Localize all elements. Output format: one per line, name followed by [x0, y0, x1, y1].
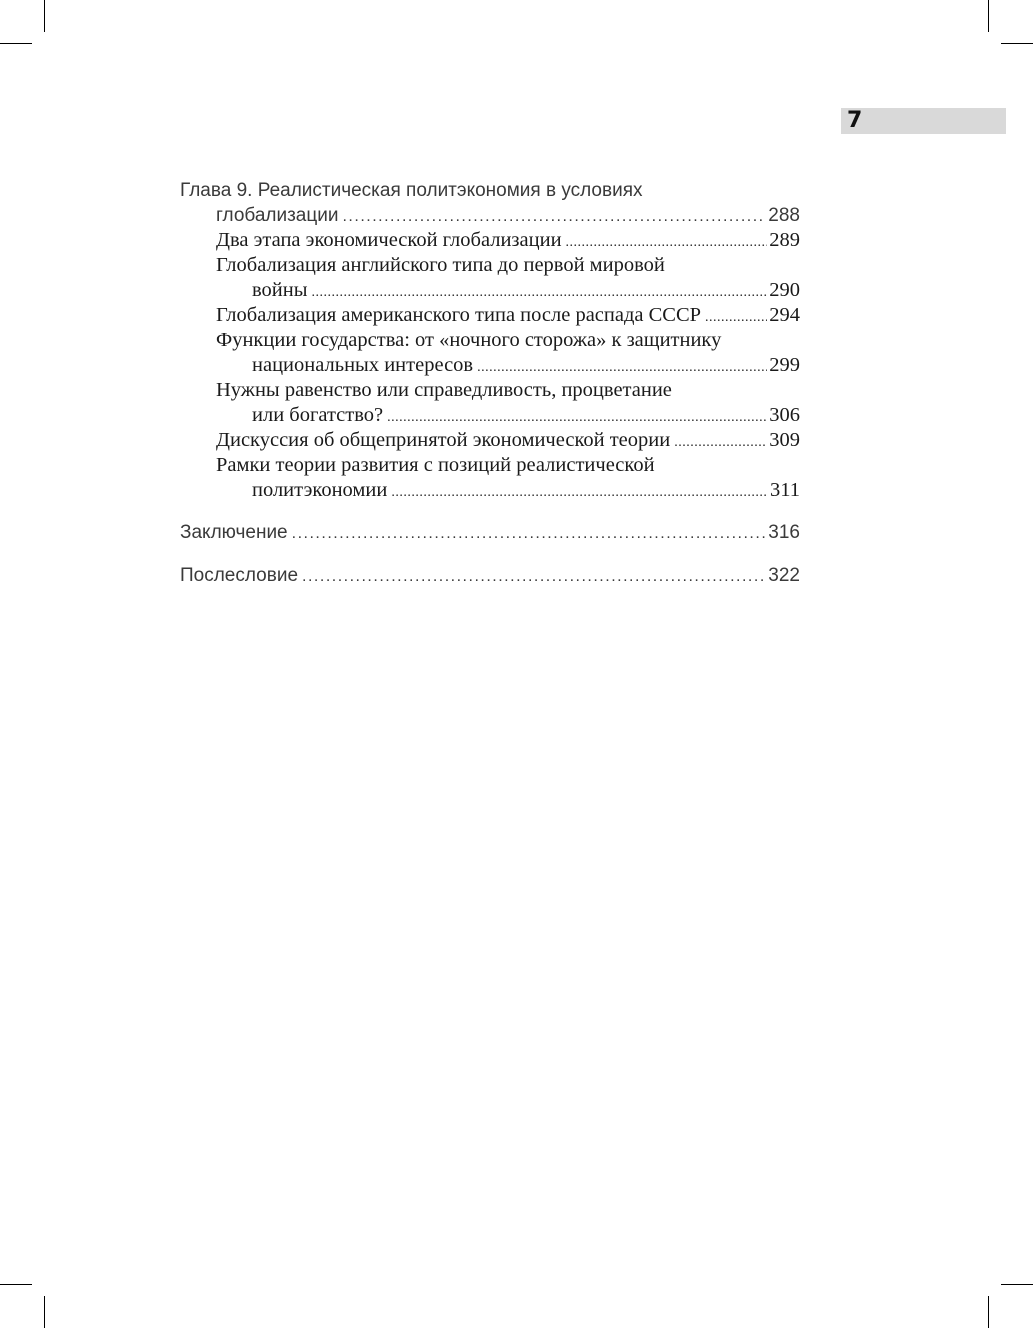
toc-entry[interactable]	[180, 453, 800, 478]
dot-leader	[312, 278, 768, 305]
toc-entry[interactable]	[180, 303, 800, 328]
crop-mark	[0, 1284, 32, 1285]
crop-mark	[44, 1296, 45, 1328]
dot-leader	[342, 203, 766, 229]
toc-entry-text: Заключение	[180, 522, 288, 543]
toc-entry-text: Два этапа экономической глобализации	[216, 229, 562, 251]
dot-leader	[705, 303, 767, 330]
toc-entry-text: Нужны равенство или справедливость, процветание	[216, 379, 672, 401]
toc-entry[interactable]	[180, 203, 800, 228]
crop-mark	[44, 0, 45, 32]
crop-mark	[988, 1296, 989, 1328]
toc-entry-text: Функции государства: от «ночного сторожа» к защитнику	[216, 329, 722, 351]
toc-entry-continuation[interactable]	[180, 278, 800, 303]
toc-chapter-title	[180, 178, 800, 203]
dot-leader	[566, 228, 768, 255]
dot-leader	[477, 353, 767, 380]
table-of-contents	[180, 178, 800, 588]
toc-entry[interactable]	[180, 378, 800, 403]
toc-entry-text: Глобализация английского типа до первой мировой	[216, 254, 665, 276]
toc-entry-text: Глава 9. Реалистическая политэкономия в условиях	[180, 180, 643, 201]
crop-mark	[1001, 43, 1033, 44]
toc-entry-text: национальных интересов	[252, 354, 474, 376]
toc-entry-text: политэкономии	[252, 479, 388, 501]
toc-entry[interactable]	[180, 228, 800, 253]
toc-entry-text: глобализации	[216, 205, 339, 226]
dot-leader	[674, 428, 767, 455]
toc-entry-text: войны	[252, 279, 308, 301]
toc-entry-conclusion[interactable]	[180, 520, 800, 545]
toc-page-number: 299	[769, 354, 800, 376]
crop-mark	[988, 0, 989, 32]
page-number-tab	[841, 108, 1006, 134]
toc-entry-text: Рамки теории развития с позиций реалистической	[216, 454, 655, 476]
toc-page-number: 294	[769, 304, 800, 326]
toc-entry-text: Послесловие	[180, 565, 299, 586]
toc-entry-text: или богатство?	[252, 404, 384, 426]
toc-page-number: 288	[768, 205, 800, 226]
toc-page-number: 311	[770, 479, 800, 501]
toc-page-number: 322	[768, 565, 800, 586]
toc-entry-text: Дискуссия об общепринятой экономической теории	[216, 429, 671, 451]
toc-page-number: 309	[769, 429, 800, 451]
toc-entry-afterword[interactable]	[180, 563, 800, 588]
toc-entry[interactable]	[180, 428, 800, 453]
toc-page-number: 289	[769, 229, 800, 251]
toc-entry-continuation[interactable]	[180, 403, 800, 428]
page-number: 7	[847, 108, 863, 133]
toc-entry-text: Глобализация американского типа после распада СССР	[216, 304, 702, 326]
toc-page-number: 306	[769, 404, 800, 426]
dot-leader	[387, 403, 767, 430]
crop-mark	[1001, 1284, 1033, 1285]
toc-page-number: 316	[768, 522, 800, 543]
dot-leader	[292, 520, 767, 546]
toc-entry-continuation[interactable]	[180, 353, 800, 378]
toc-entry[interactable]	[180, 253, 800, 278]
toc-entry-continuation[interactable]	[180, 478, 800, 503]
crop-mark	[0, 43, 32, 44]
dot-leader	[302, 563, 766, 589]
dot-leader	[391, 478, 768, 505]
toc-entry[interactable]	[180, 328, 800, 353]
toc-page-number: 290	[769, 279, 800, 301]
